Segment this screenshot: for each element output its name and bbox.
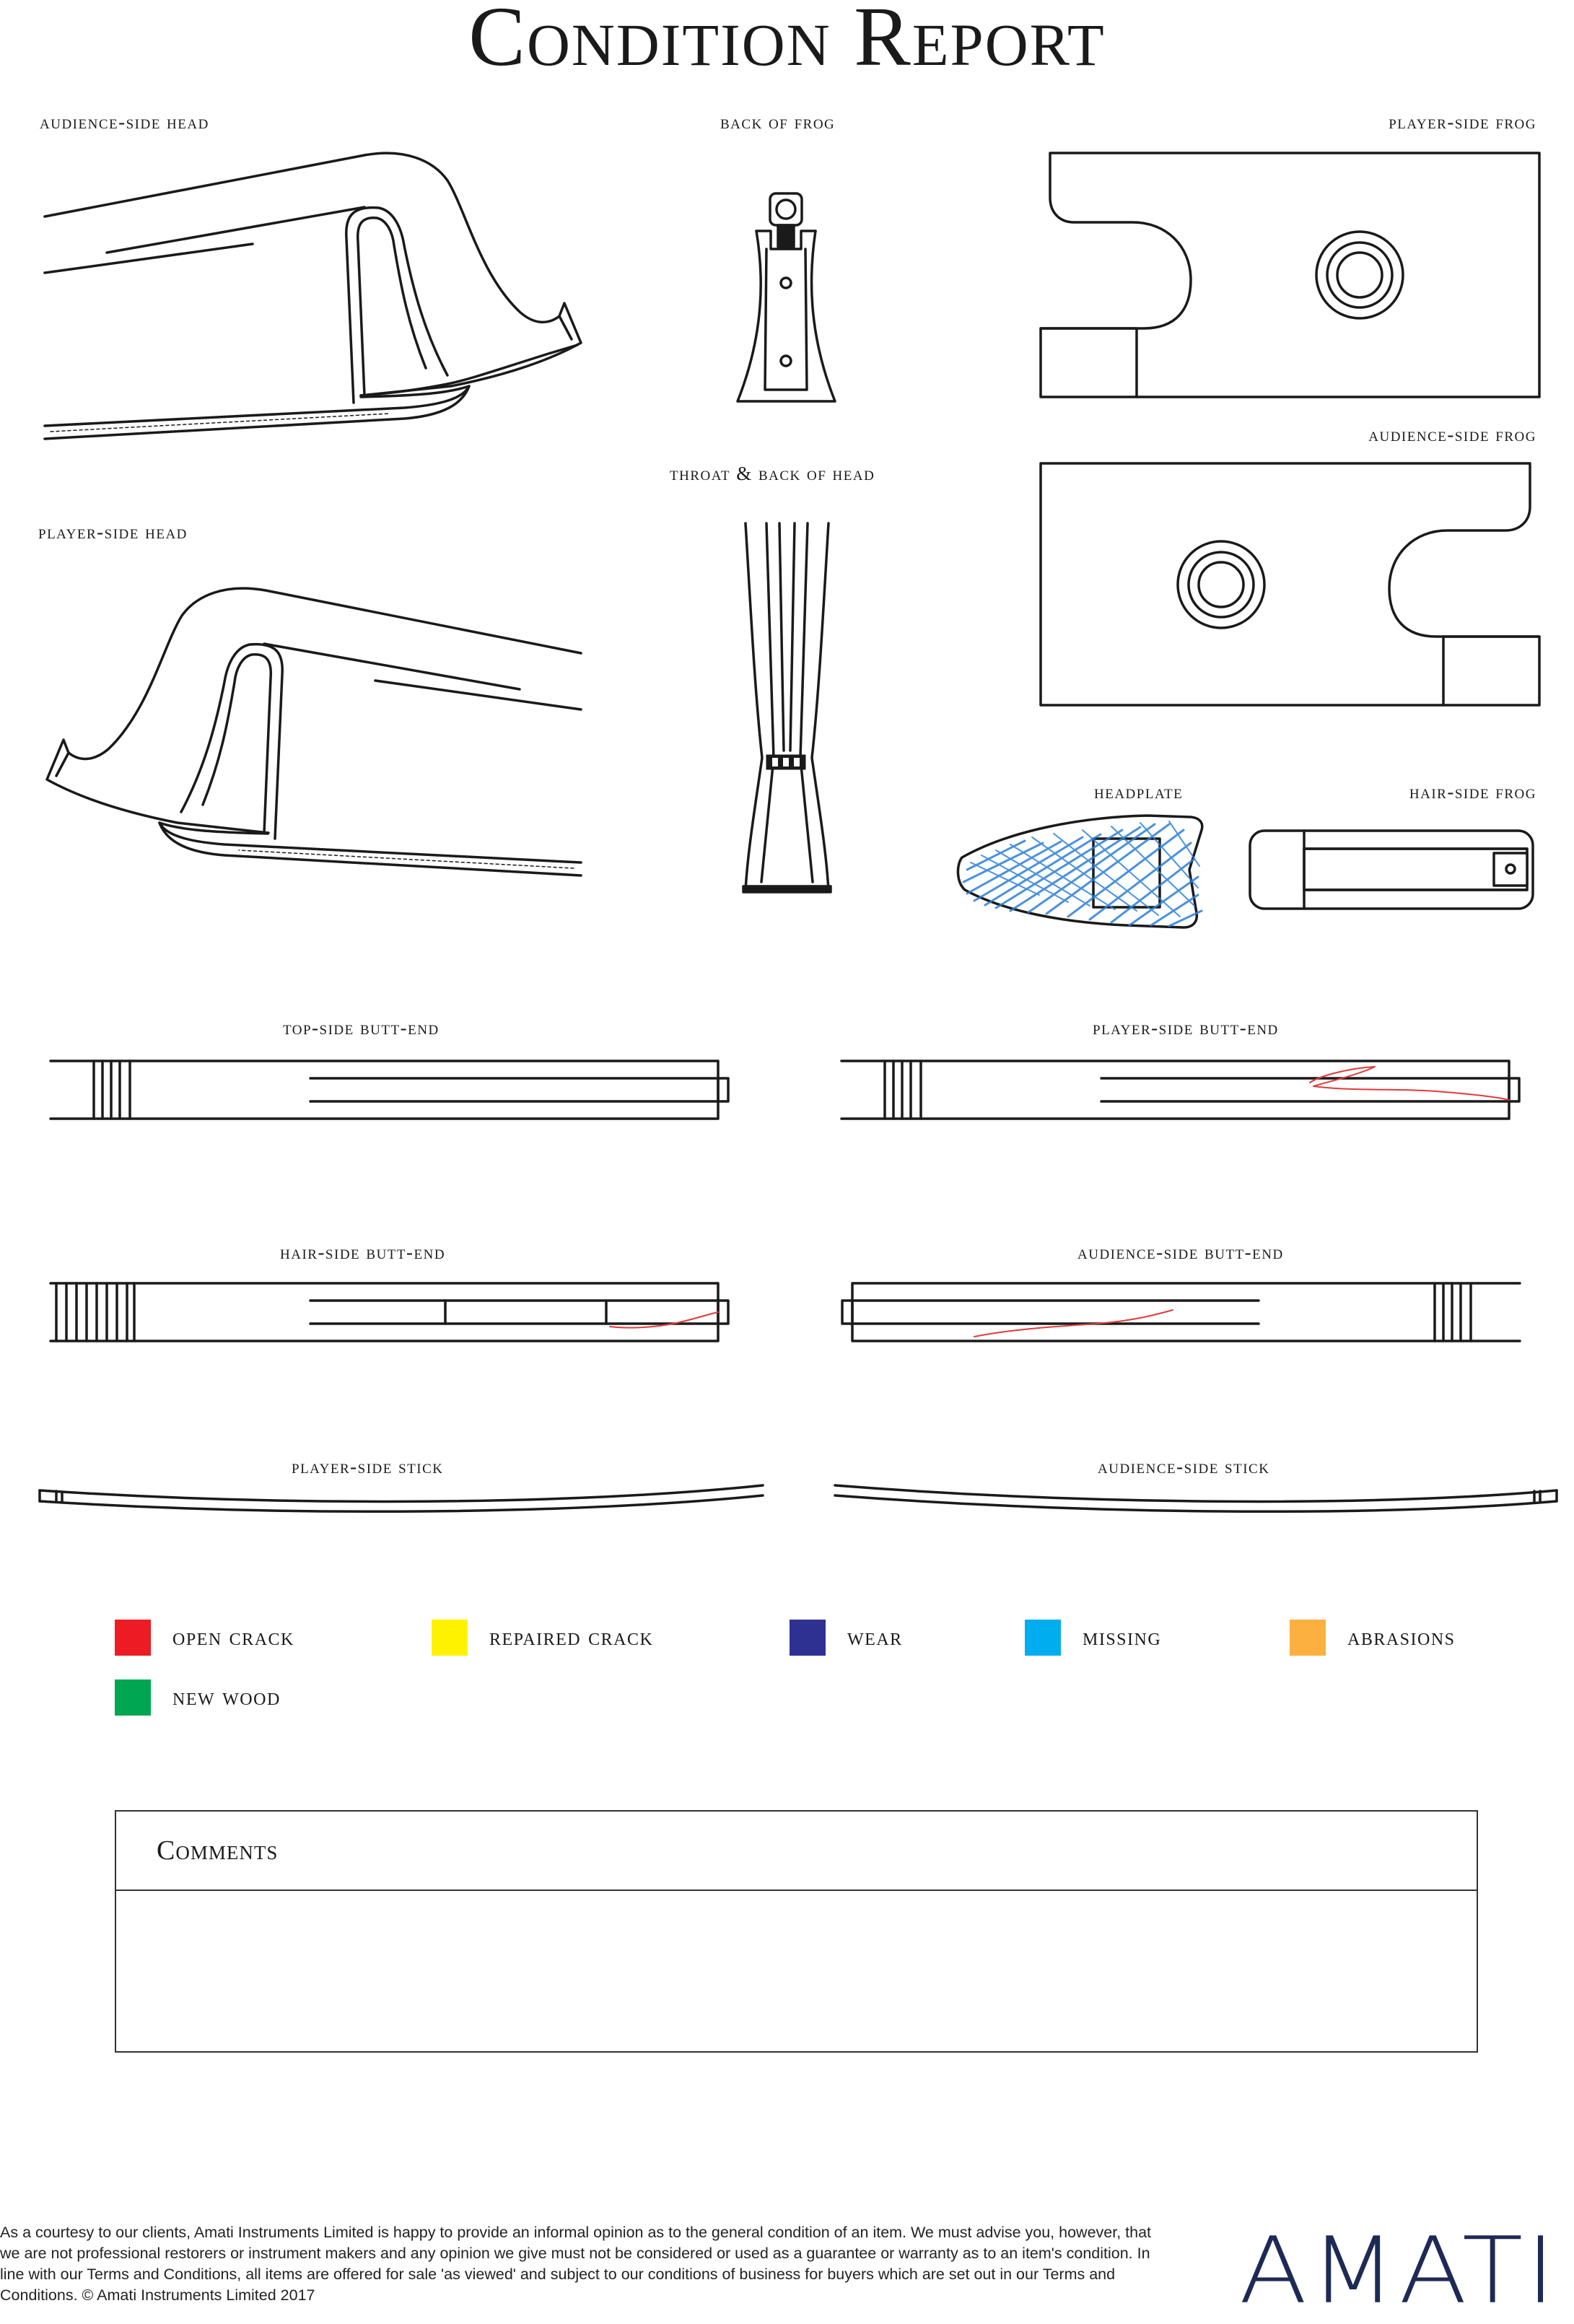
audience-side-butt-end-drawing — [842, 1283, 1520, 1341]
legend-abrasions — [1290, 1620, 1456, 1656]
swatch-repaired-crack — [432, 1620, 468, 1656]
audience-side-head-drawing — [45, 153, 581, 439]
player-side-frog-drawing — [1041, 153, 1539, 397]
label-audience-side-head: audience-side head — [40, 111, 209, 133]
comments-field[interactable] — [116, 1891, 1477, 2051]
label-back-of-frog: back of frog — [720, 111, 836, 133]
player-side-stick-drawing — [40, 1485, 763, 1511]
swatch-new-wood — [115, 1679, 151, 1716]
headplate-drawing — [958, 816, 1202, 927]
swatch-open-crack — [115, 1620, 151, 1656]
page-title: Condition Report — [468, 0, 1106, 84]
label-top-side-butt-end: top-side butt-end — [283, 1017, 440, 1039]
audience-side-stick-drawing — [835, 1485, 1557, 1511]
legend-label: new wood — [172, 1684, 281, 1711]
legend-repaired-crack — [432, 1620, 653, 1656]
hair-side-butt-end-drawing — [51, 1283, 728, 1341]
label-audience-side-butt-end: audience-side butt-end — [1077, 1241, 1284, 1263]
audience-side-frog-drawing — [1041, 463, 1539, 705]
legend-new-wood — [115, 1679, 281, 1716]
swatch-wear — [790, 1620, 826, 1656]
player-side-head-drawing — [47, 588, 581, 875]
swatch-missing — [1025, 1620, 1061, 1656]
player-side-butt-end-drawing — [841, 1061, 1519, 1119]
legend-label: wear — [847, 1624, 903, 1651]
amati-logo: AMATI — [1238, 2217, 1558, 2324]
label-headplate: headplate — [1094, 781, 1184, 803]
comments-title: Comments — [157, 1835, 279, 1866]
label-hair-side-frog: hair-side frog — [1409, 781, 1536, 803]
back-of-frog-drawing — [738, 193, 835, 401]
hair-side-frog-drawing — [1250, 831, 1533, 909]
legend-missing — [1025, 1620, 1161, 1656]
missing-markings — [963, 821, 1202, 926]
legend-label: repaired crack — [489, 1624, 654, 1651]
comments-header — [116, 1812, 1477, 1891]
label-hair-side-butt-end: hair-side butt-end — [280, 1241, 446, 1263]
label-player-side-frog: player-side frog — [1389, 111, 1536, 133]
label-player-side-stick: player-side stick — [292, 1456, 444, 1477]
legend-label: missing — [1083, 1624, 1162, 1651]
throat-back-of-head-drawing — [743, 523, 831, 892]
legend-wear — [790, 1620, 903, 1656]
legend-open-crack — [115, 1620, 294, 1656]
label-audience-side-stick: audience-side stick — [1098, 1456, 1270, 1477]
comments-box — [115, 1810, 1478, 2053]
label-player-side-butt-end: player-side butt-end — [1093, 1017, 1279, 1039]
label-throat-back-of-head: throat & back of head — [670, 463, 875, 484]
label-player-side-head: player-side head — [38, 521, 188, 543]
legend-label: open crack — [172, 1624, 294, 1651]
label-audience-side-frog: audience-side frog — [1368, 424, 1536, 445]
disclaimer-text: As a courtesy to our clients, Amati Instruments Limited is happy to provide an informal opinion as to the general condition of an item. We must advise you, however, that we are not professional restorers or instrument makers and any opinion we give must not be considered or used as a guarantee or warranty as to an item's condition. In line with our Terms and Conditions, all items are offered for sale 'as viewed' and subject to our conditions of business for buyers which are set out in our Terms and Conditions. © Amati Instruments Limited 2017 — [0, 2224, 1152, 2304]
legend-label: abrasions — [1347, 1624, 1456, 1651]
swatch-abrasions — [1290, 1620, 1326, 1656]
top-side-butt-end-drawing — [51, 1061, 728, 1119]
